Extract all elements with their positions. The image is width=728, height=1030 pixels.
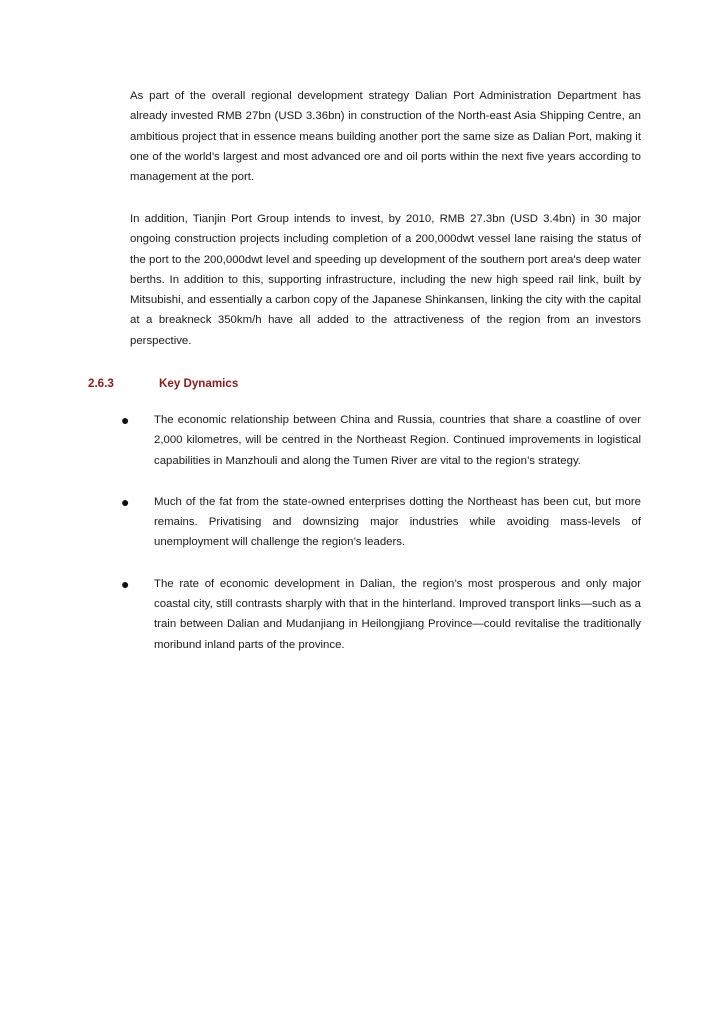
section-title: Key Dynamics <box>159 377 239 390</box>
list-item <box>110 574 641 655</box>
paragraph-tianjin-port: In addition, Tianjin Port Group intends to invest, by 2010, RMB 27.3bn (USD 3.4bn) in 30 major ongoing construction projects including completion of a 200,000dwt vessel lane raising the status of the port to the 200,000dwt level and speeding up development of the southern port area's deep water berths. In addition to this, supporting infrastructure, including the new high speed rail link, built by Mitsubishi, and essentially a carbon copy of the Japanese Shinkansen, linking the city with the capital at a breakneck 350km/h have all added to the attractiveness of the region from an investors perspective. <box>130 213 641 347</box>
list-item-text: The economic relationship between China and Russia, countries that share a coastline of over 2,000 kilometres, will be centred in the Northeast Region. Continued improvements in logistical capabilities in Manzhouli and along the Tumen River are vital to the region’s strategy. <box>154 414 641 467</box>
bullet-icon: ● <box>121 575 130 592</box>
bullet-icon: ● <box>121 493 130 510</box>
section-heading <box>88 373 648 395</box>
list-item <box>110 410 641 471</box>
key-dynamics-list <box>110 410 641 676</box>
list-item-text: Much of the fat from the state-owned enterprises dotting the Northeast has been cut, but more remains. Privatising and downsizing major industries while avoiding mass-levels of unemployment will challenge the region’s leaders. <box>154 495 641 549</box>
list-item-text: The rate of economic development in Dalian, the region’s most prosperous and only major coastal city, still contrasts sharply with that in the hinterland. Improved transport links—such as a train between Dalian and Mudanjiang in Heilongjiang Province—could revitalise the traditionally moribund inland parts of the province. <box>154 577 641 651</box>
paragraph-dalian-port: As part of the overall regional development strategy Dalian Port Administration Department has already invested RMB 27bn (USD 3.36bn) in construction of the North-east Asia Shipping Centre, an ambitious project that in essence means building another port the same size as Dalian Port, making it one of the world’s largest and most advanced ore and oil ports within the next five years according to management at the port. <box>130 90 641 184</box>
section-number: 2.6.3 <box>88 377 114 390</box>
bullet-icon: ● <box>121 412 130 428</box>
list-item <box>110 492 641 553</box>
